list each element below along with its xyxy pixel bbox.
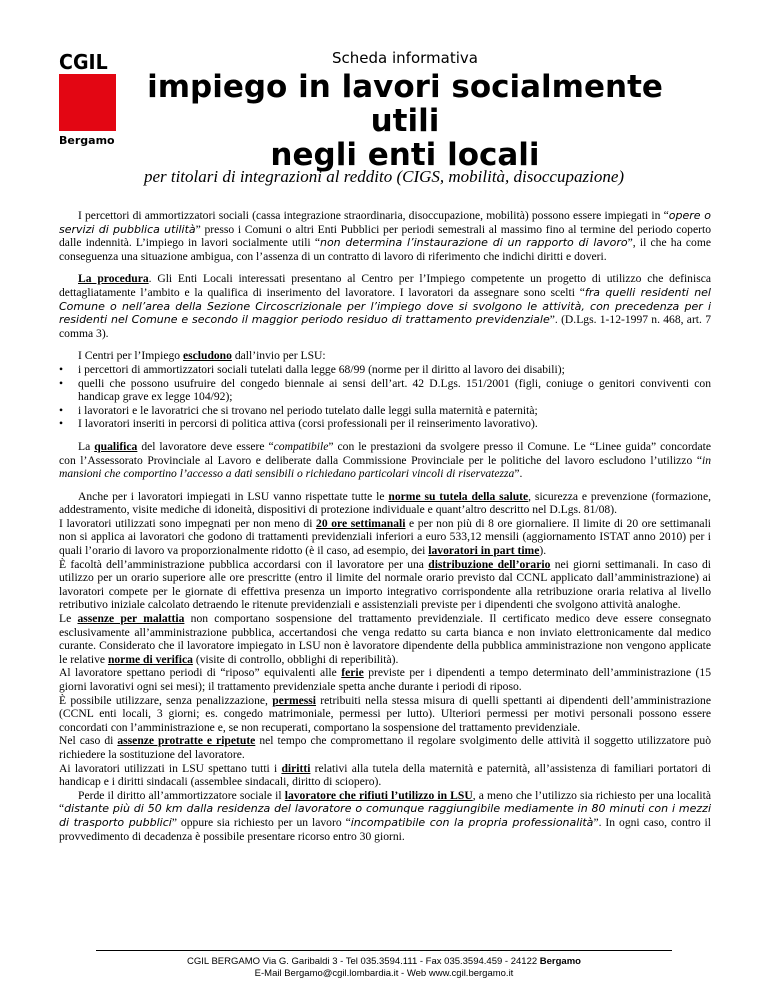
logo-red-block <box>59 74 116 131</box>
paragraph-procedura: La procedura. Gli Enti Locali interessati presentano al Centro per l’Impiego competente un progetto di utilizzo che definisca dettagliatamente l’ambito e la qualifica di inserimento del lavoratore. I lavoratori da assegnare sono scelti “fra quelli residenti nel Comune o nell’area della Sezione Circoscrizionale per l’impiego dove si svolgono le attività, con precedenza per i residenti nel Comune e secondo il maggior periodo residuo di trattamento previdenziale”. (D.Lgs. 1-12-1997 n. 468, art. 7 comma 3). <box>59 272 711 340</box>
footer-divider <box>96 950 672 951</box>
paragraph-malattia: Le assenze per malattia non comportano sospensione del trattamento previdenziale. Il certificato medico deve essere consegnato esclusivamente all’amministrazione pubblica, accertandosi che venga redatto su carta bianca e non inviato elettronicamente dal medico curante. Considerato che il lavoratore impiegato in LSU non è lavoratore dipendente della pubblica amministrazione non vengono applicate le relative norme di verifica (visite di controllo, obblighi di reperibilità). <box>59 612 711 666</box>
term-malattia: assenze per malattia <box>77 612 185 626</box>
paragraph-permessi: È possibile utilizzare, senza penalizzazione, permessi retribuiti nella stessa misura di quelli spettanti ai dipendenti dell’amministrazione (CCNL enti locali, 3 giorni; es. congedo matrimoniale, permessi per lutto). Ulteriori permessi per motivi personali possono essere concordati con l’amministrazione e, se non recuperati, comportano la sospensione del trattamento previdenziale. <box>59 693 711 734</box>
bullet-icon: • <box>59 417 64 431</box>
term-diritti: diritti <box>281 761 311 775</box>
bullet-icon: • <box>59 403 64 417</box>
term-permessi: permessi <box>272 693 317 707</box>
paragraph-distribuzione: È facoltà dell’amministrazione pubblica accordarsi con il lavoratore per una distribuzione dell’orario nei giorni settimanali. In caso di utilizzo per un orario superiore alle ore prescritte (entro il limite del normale orario previsto dal CCNL applicato dall’amministrazione) ai lavoratori compete per le giornate di effettiva presenza un importo integrativo corrispondente alla retribuzione oraria relativa al livello retributivo iniziale calcolato detraendo le ritenute previdenziali e assistenziali previste per i dipendenti che svolgono attività analoghe. <box>59 557 712 612</box>
term-ore-settimanali: 20 ore settimanali <box>316 516 406 530</box>
term-distribuzione: distribuzione dell’orario <box>428 557 551 571</box>
term-part-time: lavoratori in part time <box>428 544 540 558</box>
cgil-logo <box>59 52 119 147</box>
document-footer <box>0 956 768 980</box>
list-item: • I lavoratori inseriti in percorsi di politica attiva (corsi professionali per il reinserimento lavorativo). <box>59 417 538 431</box>
title-line-2: negli enti locali <box>270 137 540 173</box>
bullet-icon: • <box>59 362 64 376</box>
term-rifiuto: lavoratore che rifiuti l’utilizzo in LSU <box>284 788 473 802</box>
list-item: • quelli che possono usufruire del congedo biennale ai sensi dell’art. 42 D.Lgs. 151/2001 (figli, coniuge o genitori conviventi con handicap grave ex legge 104/92); <box>59 376 711 404</box>
document-header <box>130 48 680 172</box>
paragraph-assenze: Nel caso di assenze protratte e ripetute nel tempo che compromettano il regolare svolgimento delle attività il soggetto utilizzatore può richiedere la sostituzione del lavoratore. <box>59 734 711 761</box>
term-qualifica: qualifica <box>94 439 138 453</box>
term-procedura: La procedura <box>78 272 149 286</box>
footer-address: CGIL BERGAMO Via G. Garibaldi 3 - Tel 035.3594.111 - Fax 035.3594.459 - 24122 Bergamo <box>187 956 581 967</box>
paragraph-orario: I lavoratori utilizzati sono impegnati per non meno di 20 ore settimanali e per non più di 8 ore giornaliere. Il limite di 20 ore settimanali non si applica ai lavoratori che godono di trattamenti previdenziali inferiori a euro 533,12 mensili (aggiornamento ISTAT anno 2010) per i quali l’orario di lavoro va proporzionalmente ridotto (è il caso, ad esempio, dei lavoratori in part time). <box>59 516 712 558</box>
exclusion-list <box>59 363 711 431</box>
paragraph-qualifica: La qualifica del lavoratore deve essere “compatibile” con le prestazioni da svolgere presso il Comune. Le “Linee guida” concordate con l’Assessorato Provinciale al Lavoro e deliberate dalla Commissione Provinciale per le politiche del lavoro escludono l’utilizzo “in mansioni che comportino l’accesso a dati sensibili o richiedano particolari vincoli di riservatezza”. <box>59 439 711 481</box>
document-tagline: per titolari di integrazioni al reddito (CIGS, mobilità, disoccupazione) <box>143 167 625 186</box>
term-salute: norme su tutela della salute <box>388 489 529 503</box>
document-title <box>130 70 680 172</box>
paragraph-intro: I percettori di ammortizzatori sociali (cassa integrazione straordinaria, disoccupazione, mobilità) possono essere impiegati in “opere o servizi di pubblica utilità” presso i Comuni o altri Enti Pubblici per periodi semestrali al massimo fino al termine del periodo coperto dalle indennità. L’impiego in lavori socialmente utili “non determina l’instaurazione di un rapporto di lavoro”, il che ha come conseguenza una situazione ambigua, con l’assenza di un contratto di lavoro di riferimento che indichi diritti e doveri. <box>59 209 711 263</box>
term-assenze: assenze protratte e ripetute <box>117 734 256 748</box>
bullet-icon: • <box>59 376 64 390</box>
footer-contacts: E-Mail Bergamo@cgil.lombardia.it - Web www.cgil.bergamo.it <box>254 968 514 979</box>
paragraph-diritti: Ai lavoratori utilizzati in LSU spettano tutti i diritti relativi alla tutela della maternità e paternità, all’assistenza di familiari portatori di handicap e i diritti sindacali (assemblee sindacali, diritto di sciopero). <box>59 761 711 789</box>
list-item: • i lavoratori e le lavoratrici che si trovano nel periodo tutelato dalle leggi sulla maternità e paternità; <box>59 403 538 417</box>
list-item: • i percettori di ammortizzatori sociali tutelati dalla legge 68/99 (norme per il diritto al lavoro dei disabili); <box>59 362 565 376</box>
document-subtitle: Scheda informativa <box>332 49 478 67</box>
logo-city: Bergamo <box>59 134 115 147</box>
paragraph-esclusioni: I Centri per l’Impiego escludono dall’invio per LSU: <box>78 349 326 363</box>
paragraph-rifiuto: Perde il diritto all’ammortizzatore sociale il lavoratore che rifiuti l’utilizzo in LSU, a meno che l’utilizzo sia richiesto per una località “distante più di 50 km dalla residenza del lavoratore o comunque raggiungibile mediamente in 80 minuti con i mezzi di trasporto pubblici” oppure sia richiesto per un lavoro “incompatibile con la propria professionalità”. In ogni caso, contro il provvedimento di decadenza è possibile presentare ricorso entro 30 giorni. <box>59 788 712 843</box>
paragraph-ferie: Al lavoratore spettano periodi di “riposo” equivalenti alle ferie previste per i dipendenti a tempo determinato dell’amministrazione (15 giorni lavorativi ogni sei mesi); il trattamento previdenziale spetta anche durante i periodi di riposo. <box>59 666 711 693</box>
document-body <box>59 209 711 843</box>
term-ferie: ferie <box>341 666 364 680</box>
term-escludono: escludono <box>182 349 232 363</box>
logo-wordmark: CGIL <box>59 50 108 74</box>
term-verifica: norme di verifica <box>107 652 193 666</box>
paragraph-salute: Anche per i lavoratori impiegati in LSU vanno rispettate tutte le norme su tutela della salute, sicurezza e prevenzione (formazione, addestramento, visite mediche di idoneità, dispositivi di protezione individuale e quant’altro descritto nel D.Lgs. 81/08). <box>59 489 711 517</box>
title-line-1: impiego in lavori socialmente utili <box>147 69 663 139</box>
